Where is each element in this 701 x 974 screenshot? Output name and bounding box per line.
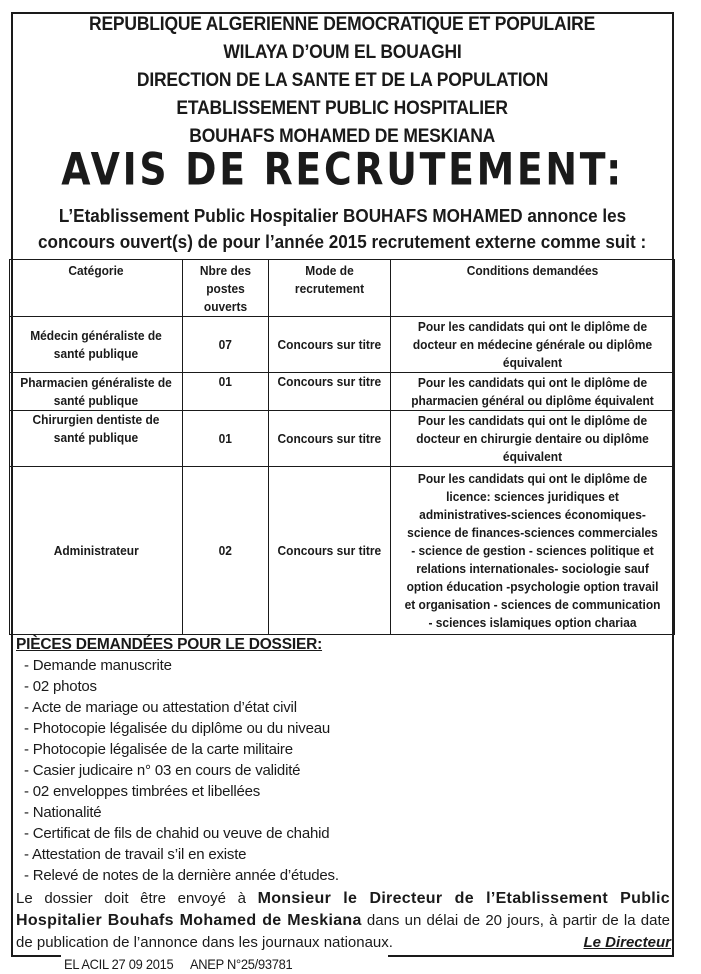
required-documents-section: [16, 636, 339, 886]
header-text: WILAYA D’OUM EL BOUAGHI: [223, 42, 462, 63]
list-item: - Relevé de notes de la dernière année d’études.: [24, 865, 339, 886]
header-line-direction: [11, 70, 674, 92]
cell-postes: 01: [183, 411, 269, 467]
frame-bottom-border-right: [388, 955, 672, 957]
table-row: [10, 373, 675, 411]
instructions-recipient: Monsieur le Directeur de l’Etablissement Public Hospitalier Bouhafs Mohamed de Meskiana: [16, 890, 670, 929]
cell-mode: Concours sur titre: [269, 317, 391, 373]
intro-line-2: [11, 232, 674, 253]
list-item: - Certificat de fils de chahid ou veuve de chahid: [24, 823, 339, 844]
cell-categorie: Chirurgien dentiste de santé publique: [10, 411, 183, 467]
table-header-row: [10, 260, 675, 317]
cell-conditions: Pour les candidats qui ont le diplôme de licence: sciences juridiques et administratives-sciences économiques-science de finances-sciences commerciales - science de gestion - sciences politique et relations internationales- sociologie sauf option éducation -psychologie option travail et organisation - sciences de communication - sciences islamiques option chariaa: [391, 467, 675, 635]
submission-instructions: [16, 888, 670, 954]
cell-categorie: Pharmacien généraliste de santé publique: [10, 373, 183, 411]
list-item: - Photocopie légalisée de la carte militaire: [24, 739, 339, 760]
notice-title: [11, 143, 674, 196]
cell-postes: 02: [183, 467, 269, 635]
header-line-etablissement: [11, 98, 674, 120]
instructions-suffix: dans un délai de 20 jours, à partir de la date de publication de l’annonce dans les journaux nationaux.: [16, 912, 670, 951]
recruitment-table: [9, 259, 675, 635]
header-line-wilaya: [11, 42, 674, 64]
header-text: ETABLISSEMENT PUBLIC HOSPITALIER: [176, 98, 509, 119]
header-text: DIRECTION DE LA SANTE ET DE LA POPULATION: [136, 70, 549, 91]
cell-conditions: Pour les candidats qui ont le diplôme de pharmacien général ou diplôme équivalent: [391, 373, 675, 411]
intro-text: concours ouvert(s) de pour l’année 2015 recrutement externe comme suit :: [38, 232, 647, 252]
required-documents-title: PIÈCES DEMANDÉES POUR LE DOSSIER:: [16, 636, 323, 653]
signature: Le Directeur: [583, 934, 671, 951]
column-header-mode: Mode de recrutement: [269, 260, 391, 317]
frame-bottom-border-left: [11, 955, 61, 957]
intro-text: L’Etablissement Public Hospitalier BOUHAFS MOHAMED annonce les: [58, 206, 627, 226]
cell-mode: Concours sur titre: [269, 411, 391, 467]
publication-reference: [64, 956, 292, 972]
notice-title-text: AVIS DE RECRUTEMENT:: [61, 143, 624, 196]
list-item: - Demande manuscrite: [24, 655, 339, 676]
header-line-republic: [11, 14, 674, 36]
column-header-categorie: Catégorie: [10, 260, 183, 317]
cell-conditions: Pour les candidats qui ont le diplôme de docteur en chirurgie dentaire ou diplôme équivalent: [391, 411, 675, 467]
list-item: - Attestation de travail s’il en existe: [24, 844, 339, 865]
cell-postes: 07: [183, 317, 269, 373]
header-text: BOUHAFS MOHAMED DE MESKIANA: [189, 126, 496, 147]
list-item: - Acte de mariage ou attestation d’état civil: [24, 697, 339, 718]
required-documents-list: [16, 655, 339, 886]
table-row: [10, 467, 675, 635]
header-text: REPUBLIQUE ALGERIENNE DEMOCRATIQUE ET POPULAIRE: [89, 14, 596, 35]
cell-mode: Concours sur titre: [269, 467, 391, 635]
cell-conditions: Pour les candidats qui ont le diplôme de docteur en médecine générale ou diplôme équivalent: [391, 317, 675, 373]
column-header-conditions: Conditions demandées: [391, 260, 675, 317]
list-item: - Nationalité: [24, 802, 339, 823]
list-item: - 02 photos: [24, 676, 339, 697]
anep-number: ANEP N°25/93781: [189, 956, 293, 972]
newspaper-date: EL ACIL 27 09 2015: [64, 956, 174, 972]
instructions-prefix: Le dossier doit être envoyé à: [16, 890, 258, 907]
column-header-postes: Nbre des postes ouverts: [183, 260, 269, 317]
table-row: [10, 317, 675, 373]
cell-categorie: Médecin généraliste de santé publique: [10, 317, 183, 373]
list-item: - 02 enveloppes timbrées et libellées: [24, 781, 339, 802]
cell-categorie: Administrateur: [10, 467, 183, 635]
cell-postes: 01: [183, 373, 269, 411]
table-row: [10, 411, 675, 467]
list-item: - Photocopie légalisée du diplôme ou du niveau: [24, 718, 339, 739]
cell-mode: Concours sur titre: [269, 373, 391, 411]
list-item: - Casier judicaire n° 03 en cours de validité: [24, 760, 339, 781]
intro-line-1: [11, 206, 674, 227]
